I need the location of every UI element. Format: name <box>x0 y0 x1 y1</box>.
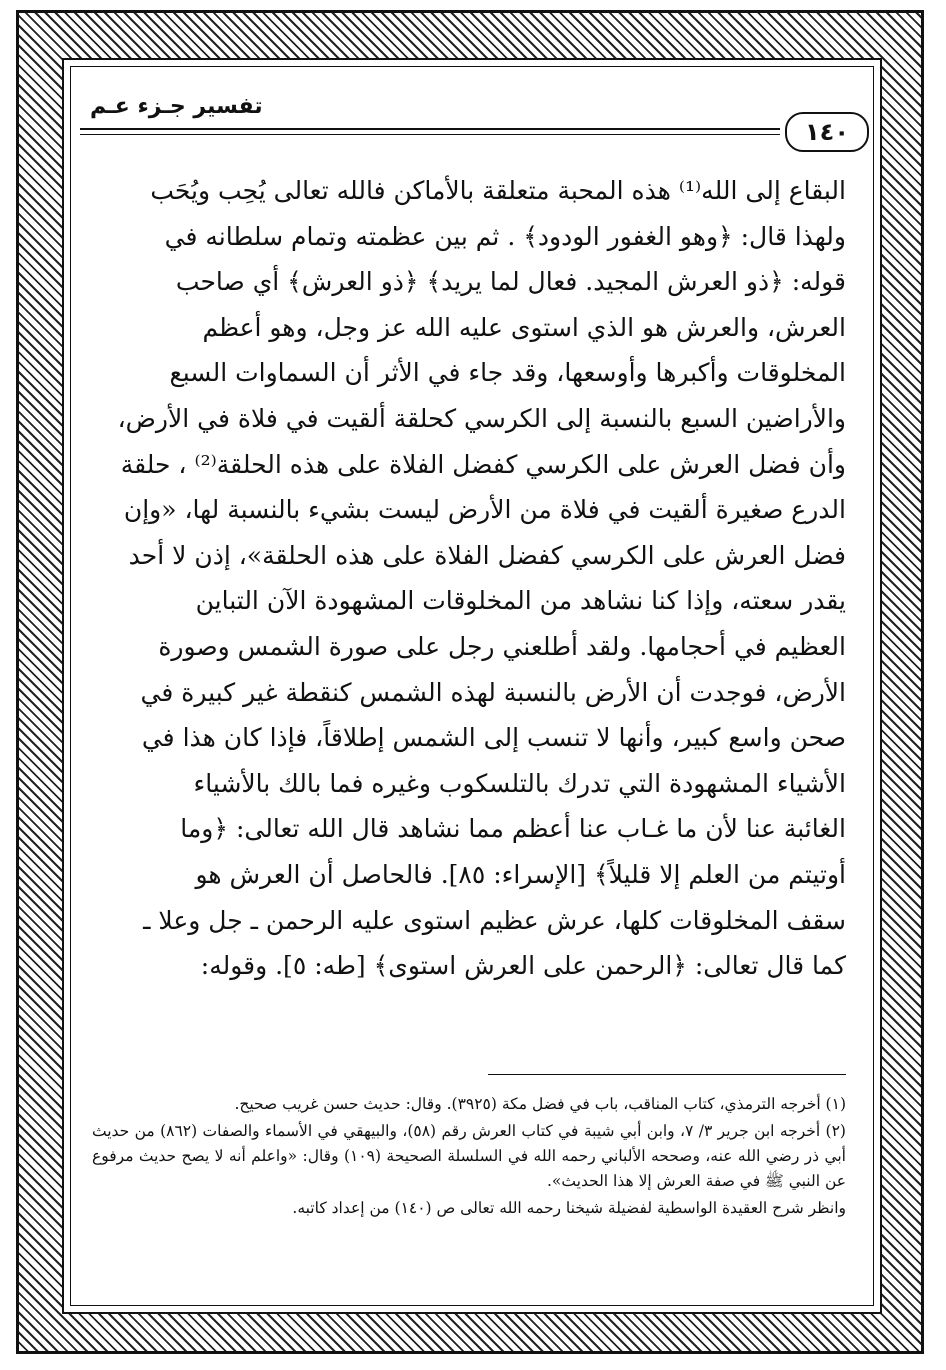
text-line: وأن فضل العرش على الكرسي كفضل الفلاة على هذه الحلقة⁽²⁾ ، حلقة <box>120 449 846 479</box>
text-line: والأراضين السبع بالنسبة إلى الكرسي كحلقة ألقيت في فلاة في الأرض، <box>117 403 846 433</box>
text-line: الغائبة عنا لأن ما غـاب عنا أعظم مما نشاهد قال الله تعالى: ﴿وما <box>180 814 846 844</box>
text-line: العظيم في أحجامها. ولقد أطلعني رجل على صورة الشمس وصورة <box>158 631 846 661</box>
header-rule-thin <box>80 134 780 135</box>
text-line: البقاع إلى الله⁽¹⁾ هذه المحبة متعلقة بالأماكن فالله تعالى يُحِب ويُحَب <box>150 176 846 205</box>
footnote-2: (٢) أخرجه ابن جرير ٣/ ٧، وابن أبي شيبة في كتاب العرش رقم (٥٨)، والبيهقي في الأسماء والصفات (٨٦٢) من حديث أبي ذر رضي الله عنه، وصححه الألباني رحمه الله في السلسلة الصحيحة (١٠٩) وقال: «واعلم أنه لا يصح حديث مرفوع عن النبي ﷺ في صفة العرش إلا هذا الحديث». <box>92 1122 846 1190</box>
text-line: العرش، والعرش هو الذي استوى عليه الله عز وجل، وهو أعظم <box>202 312 846 342</box>
text-line: الأشياء المشهودة التي تدرك بالتلسكوب وغيره فما بالك بالأشياء <box>193 768 846 798</box>
page-number: ١٤٠ <box>785 112 869 152</box>
text-line: الأرض، فوجدت أن الأرض بالنسبة لهذه الشمس كنقطة غير كبيرة في <box>140 677 846 707</box>
text-line: المخلوقات وأكبرها وأوسعها، وقد جاء في الأثر أن السماوات السبع <box>169 358 846 388</box>
footnotes <box>92 1092 846 1223</box>
header-rule <box>80 128 780 130</box>
book-title: تفسير جـزء عـم <box>90 94 263 119</box>
footnote-2-continued: وانظر شرح العقيدة الواسطية لفضيلة شيخنا رحمه الله تعالى ص (١٤٠) من إعداد كاتبه. <box>292 1199 846 1217</box>
text-line: ولهذا قال: ﴿وهو الغفور الودود﴾ . ثم بين عظمته وتمام سلطانه في <box>164 221 846 251</box>
text-line: قوله: ﴿ذو العرش المجيد. فعال لما يريد﴾ ﴿ذو العرش﴾ أي صاحب <box>175 267 846 297</box>
footnote-1: (١) أخرجه الترمذي، كتاب المناقب، باب في فضل مكة (٣٩٢٥). وقال: حديث حسن غريب صحيح. <box>234 1095 846 1113</box>
text-line: الدرع صغيرة ألقيت في فلاة من الأرض ليست بشيء بالنسبة لها، «وإن <box>123 495 846 525</box>
text-line: أوتيتم من العلم إلا قليلاً﴾ [الإسراء: ٨٥]. فالحاصل أن العرش هو <box>195 859 846 889</box>
main-text <box>92 168 846 989</box>
page-header <box>80 88 870 148</box>
text-line: سقف المخلوقات كلها، عرش عظيم استوى عليه الرحمن ـ جل وعلا ـ <box>143 905 846 935</box>
text-line: يقدر سعته، وإذا كنا نشاهد من المخلوقات المشهودة الآن التباين <box>195 586 846 616</box>
footnote-separator <box>488 1074 846 1075</box>
text-line: صحن واسع كبير، وأنها لا تنسب إلى الشمس إطلاقاً، فإذا كان هذا في <box>141 723 846 753</box>
text-line: فضل العرش على الكرسي كفضل الفلاة على هذه الحلقة»، إذن لا أحد <box>128 540 846 570</box>
text-line: كما قال تعالى: ﴿الرحمن على العرش استوى﴾ [طه: ٥]. وقوله: <box>200 951 846 981</box>
